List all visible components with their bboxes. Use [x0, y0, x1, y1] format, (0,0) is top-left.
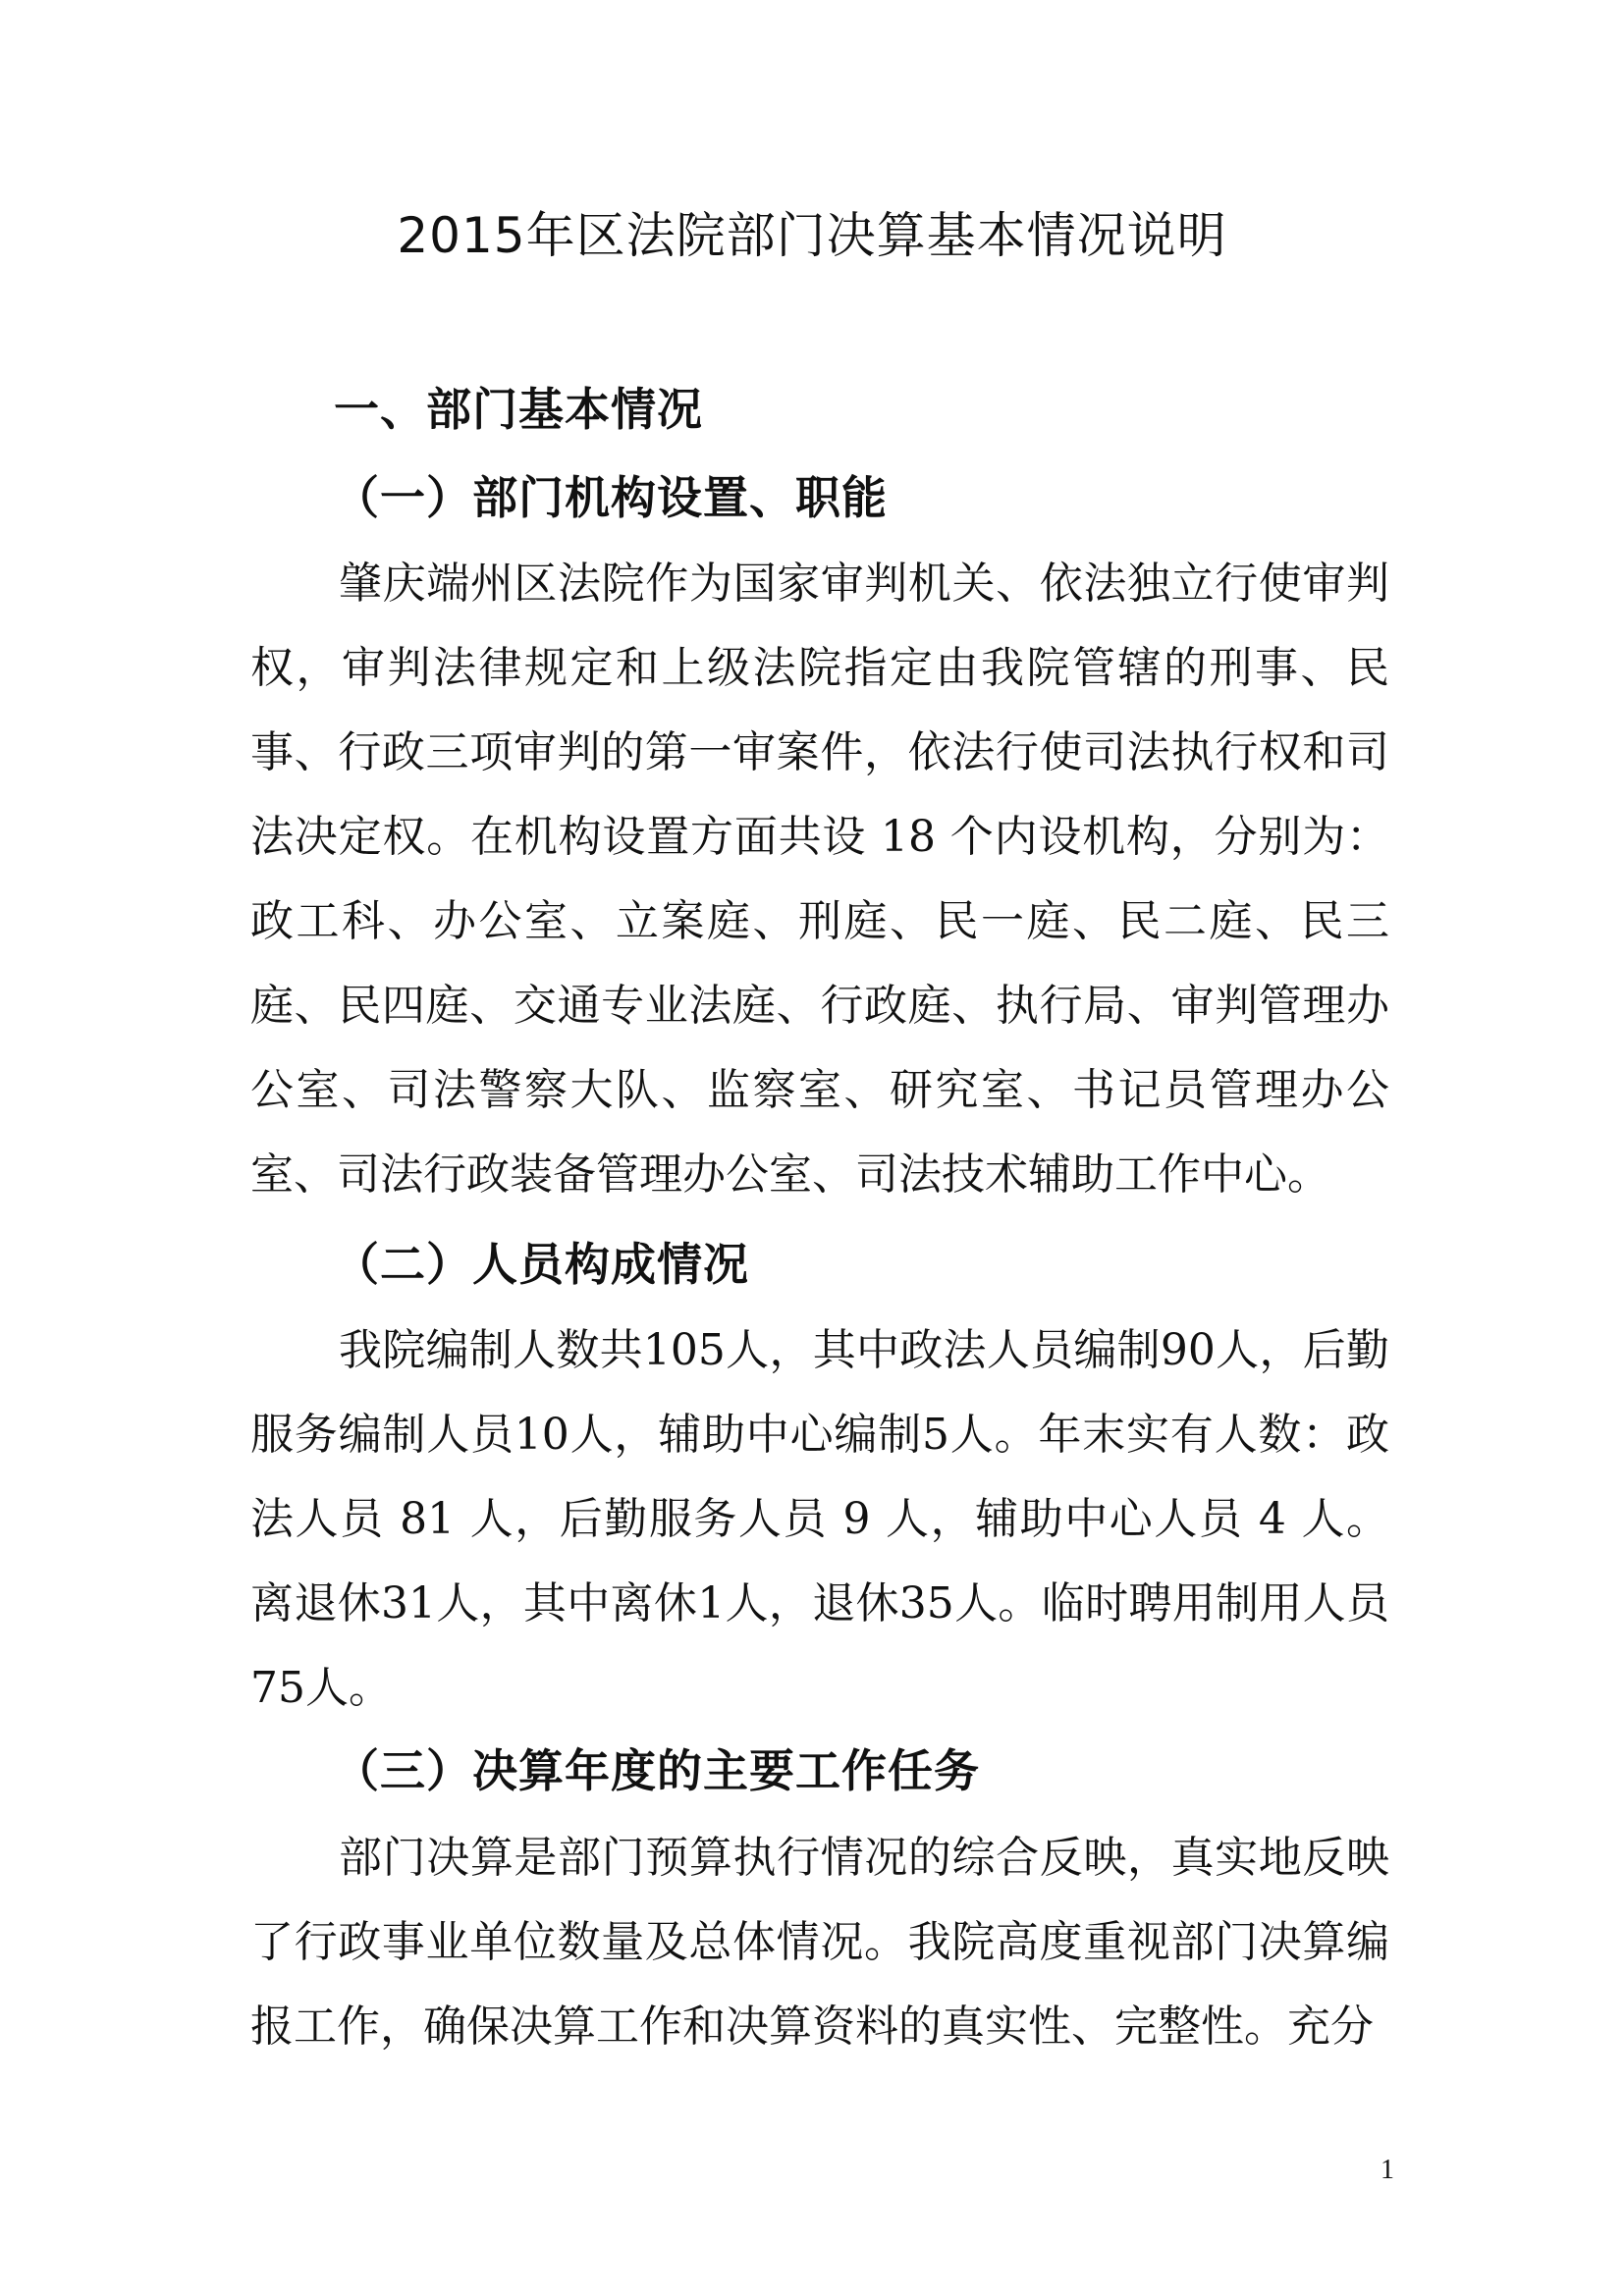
- paragraph-staff: 我院编制人数共105人，其中政法人员编制90人，后勤服务编制人员10人，辅助中心编制5人。年末实有人数：政法人员 81 人，后勤服务人员 9 人，辅助中心人员 4 人。离退休31人，其中离休1人，退休35人。临时聘用制用人员75人。: [250, 1325, 1389, 1713]
- section-heading-basic-info: 一、部门基本情况: [334, 383, 703, 436]
- document-title: 2015年区法院部门决算基本情况说明: [397, 207, 1227, 264]
- paragraph-organization: 肇庆端州区法院作为国家审判机关、依法独立行使审判权，审判法律规定和上级法院指定由我院管辖的刑事、民事、行政三项审判的第一审案件，依法行使司法执行权和司法决定权。在机构设置方面共设 18 个内设机构，分别为：政工科、办公室、立案庭、刑庭、民一庭、民二庭、民三庭、民四庭、交通专业法庭、行政庭、执行局、审判管理办公室、司法警察大队、监察室、研究室、书记员管理办公室、司法行政装备管理办公室、司法技术辅助工作中心。: [250, 559, 1389, 1200]
- subsection-heading-organization: （一）部门机构设置、职能: [334, 471, 888, 524]
- subsection-heading-tasks: （三）决算年度的主要工作任务: [334, 1744, 980, 1797]
- subsection-heading-staff: （二）人员构成情况: [334, 1238, 749, 1291]
- page-number: 1: [1380, 2155, 1394, 2185]
- paragraph-tasks: 部门决算是部门预算执行情况的综合反映，真实地反映了行政事业单位数量及总体情况。我院高度重视部门决算编报工作，确保决算工作和决算资料的真实性、完整性。充分: [250, 1833, 1389, 2052]
